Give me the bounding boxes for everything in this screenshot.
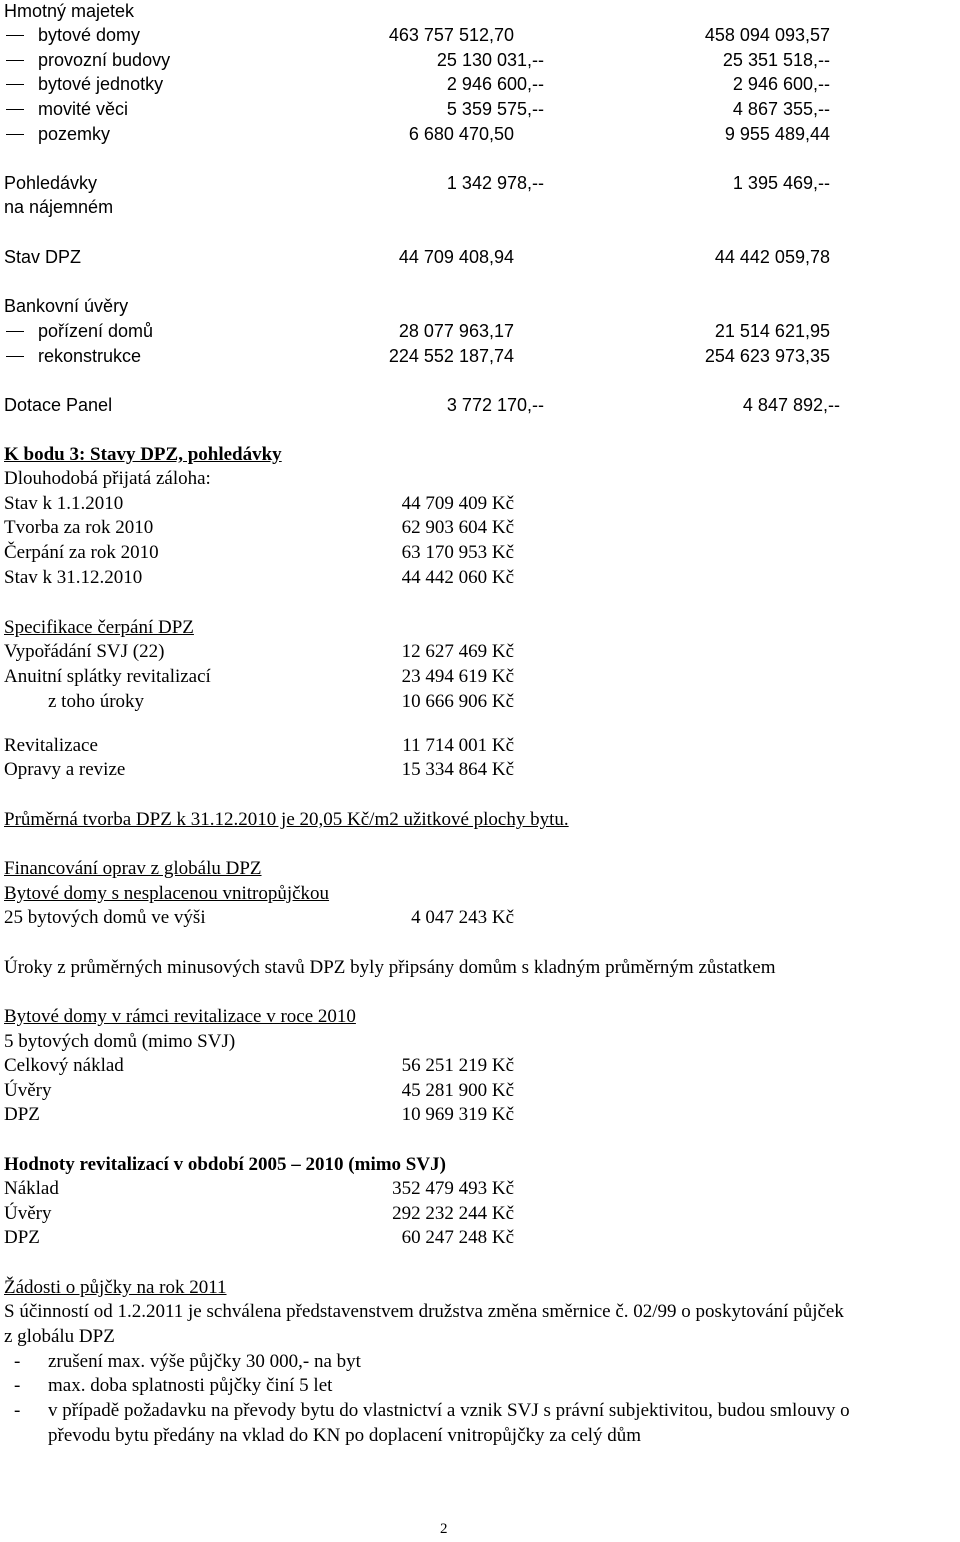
row-label: provozní budovy <box>38 50 171 70</box>
heading-hodnoty: Hodnoty revitalizací v období 2005 – 2010 (mimo SVJ) <box>4 1154 446 1175</box>
dash-marker <box>6 109 24 110</box>
dotace-value-2: 4 847 892,-- <box>742 395 840 415</box>
row-label: pozemky <box>38 124 111 144</box>
hodnoty-row-label: Náklad <box>4 1178 59 1199</box>
pohledavky-label-2: na nájemném <box>4 197 114 217</box>
financovani-note: Úroky z průměrných minusových stavů DPZ byly připsány domům s kladným průměrným zůstatkem <box>4 957 776 978</box>
financovani-label: 25 bytových domů ve výši <box>4 907 206 928</box>
row-label: movité věci <box>38 99 129 119</box>
hodnoty-row-label: DPZ <box>4 1227 40 1248</box>
dash-marker <box>6 60 24 61</box>
row-value-1: 28 077 963,17 <box>398 321 514 341</box>
dash-marker <box>6 356 24 357</box>
page-number: 2 <box>440 1521 448 1537</box>
hodnoty-row-value: 352 479 493 Kč <box>392 1178 514 1199</box>
spec-row-value: 11 714 001 Kč <box>402 735 514 756</box>
section-title-uvery: Bankovní úvěry <box>4 296 129 316</box>
zadosti-paragraph-cont: z globálu DPZ <box>4 1326 115 1347</box>
bullet-item: max. doba splatnosti půjčky činí 5 let <box>48 1375 333 1396</box>
row-value-2: 2 946 600,-- <box>732 74 830 94</box>
heading-zadosti: Žádosti o půjčky na rok 2011 <box>4 1277 227 1298</box>
bullet-mark: - <box>14 1351 21 1372</box>
spec-row-label: Vypořádání SVJ (22) <box>4 641 165 662</box>
row-value-1: 5 359 575,-- <box>446 99 544 119</box>
spec-row-value: 10 666 906 Kč <box>401 691 514 712</box>
row-value-1: 25 130 031,-- <box>436 50 544 70</box>
bod3-row-value: 44 442 060 Kč <box>401 567 514 588</box>
dash-marker <box>6 134 24 135</box>
pohledavky-value-1: 1 342 978,-- <box>446 173 544 193</box>
bullet-mark: - <box>14 1400 21 1421</box>
bod3-row-label: Čerpání za rok 2010 <box>4 542 159 563</box>
heading-financovani: Financování oprav z globálu DPZ <box>4 858 262 879</box>
row-label: rekonstrukce <box>38 346 142 366</box>
revit-row-value: 56 251 219 Kč <box>401 1055 514 1076</box>
financovani-value: 4 047 243 Kč <box>411 907 514 928</box>
bod3-row-label: Tvorba za rok 2010 <box>4 517 154 538</box>
spec-row-value: 12 627 469 Kč <box>401 641 514 662</box>
spec-row-label: Revitalizace <box>4 735 98 756</box>
spec-row-label: Anuitní splátky revitalizací <box>4 666 211 687</box>
row-label: bytové domy <box>38 25 141 45</box>
dash-marker <box>6 35 24 36</box>
heading-bod3: K bodu 3: Stavy DPZ, pohledávky <box>4 444 282 465</box>
pohledavky-value-2: 1 395 469,-- <box>732 173 830 193</box>
row-value-2: 21 514 621,95 <box>714 321 830 341</box>
row-value-2: 458 094 093,57 <box>704 25 830 45</box>
bod3-row-value: 63 170 953 Kč <box>401 542 514 563</box>
dash-marker <box>6 331 24 332</box>
row-value-1: 2 946 600,-- <box>446 74 544 94</box>
bullet-item-cont: převodu bytu předány na vklad do KN po doplacení vnitropůjčky za celý dům <box>48 1425 642 1446</box>
prumerna-tvorba-note: Průměrná tvorba DPZ k 31.12.2010 je 20,05 Kč/m2 užitkové plochy bytu. <box>4 809 569 830</box>
row-label: bytové jednotky <box>38 74 164 94</box>
row-value-1: 224 552 187,74 <box>388 346 514 366</box>
bullet-item: v případě požadavku na převody bytu do vlastnictví a vznik SVJ s právní subjektivitou, budou smlouvy o <box>48 1400 850 1421</box>
row-value-2: 254 623 973,35 <box>704 346 830 366</box>
revit-subtitle: 5 bytových domů (mimo SVJ) <box>4 1031 236 1052</box>
bullet-mark: - <box>14 1375 21 1396</box>
heading-specifikace: Specifikace čerpání DPZ <box>4 617 194 638</box>
heading-revitalizace-2010: Bytové domy v rámci revitalizace v roce 2010 <box>4 1006 356 1027</box>
bod3-row-value: 44 709 409 Kč <box>401 493 514 514</box>
hodnoty-row-value: 292 232 244 Kč <box>392 1203 514 1224</box>
dash-marker <box>6 84 24 85</box>
spec-row-value: 23 494 619 Kč <box>401 666 514 687</box>
spec-row-value: 15 334 864 Kč <box>401 759 514 780</box>
row-value-1: 463 757 512,70 <box>388 25 514 45</box>
section-title-hmotny: Hmotný majetek <box>4 1 135 21</box>
row-value-2: 9 955 489,44 <box>724 124 830 144</box>
row-value-2: 4 867 355,-- <box>732 99 830 119</box>
bod3-subtitle: Dlouhodobá přijatá záloha: <box>4 468 211 489</box>
revit-row-label: DPZ <box>4 1104 40 1125</box>
financovani-subtitle: Bytové domy s nesplacenou vnitropůjčkou <box>4 883 330 904</box>
zadosti-paragraph: S účinností od 1.2.2011 je schválena představenstvem družstva změna směrnice č. 02/99 o poskytování půjček <box>4 1301 844 1322</box>
revit-row-label: Úvěry <box>4 1080 52 1101</box>
stav-dpz-value-2: 44 442 059,78 <box>714 247 830 267</box>
row-label: pořízení domů <box>38 321 154 341</box>
spec-row-label: Opravy a revize <box>4 759 126 780</box>
dotace-value-1: 3 772 170,-- <box>446 395 544 415</box>
bod3-row-label: Stav k 31.12.2010 <box>4 567 143 588</box>
bullet-item: zrušení max. výše půjčky 30 000,- na byt <box>48 1351 361 1372</box>
row-value-2: 25 351 518,-- <box>722 50 830 70</box>
pohledavky-label: Pohledávky <box>4 173 98 193</box>
bod3-row-value: 62 903 604 Kč <box>401 517 514 538</box>
row-value-1: 6 680 470,50 <box>408 124 514 144</box>
stav-dpz-label: Stav DPZ <box>4 247 82 267</box>
hodnoty-row-label: Úvěry <box>4 1203 52 1224</box>
dotace-label: Dotace Panel <box>4 395 113 415</box>
spec-row-label: z toho úroky <box>48 691 145 712</box>
stav-dpz-value-1: 44 709 408,94 <box>398 247 514 267</box>
hodnoty-row-value: 60 247 248 Kč <box>401 1227 514 1248</box>
revit-row-label: Celkový náklad <box>4 1055 124 1076</box>
revit-row-value: 45 281 900 Kč <box>401 1080 514 1101</box>
bod3-row-label: Stav k 1.1.2010 <box>4 493 124 514</box>
revit-row-value: 10 969 319 Kč <box>401 1104 514 1125</box>
